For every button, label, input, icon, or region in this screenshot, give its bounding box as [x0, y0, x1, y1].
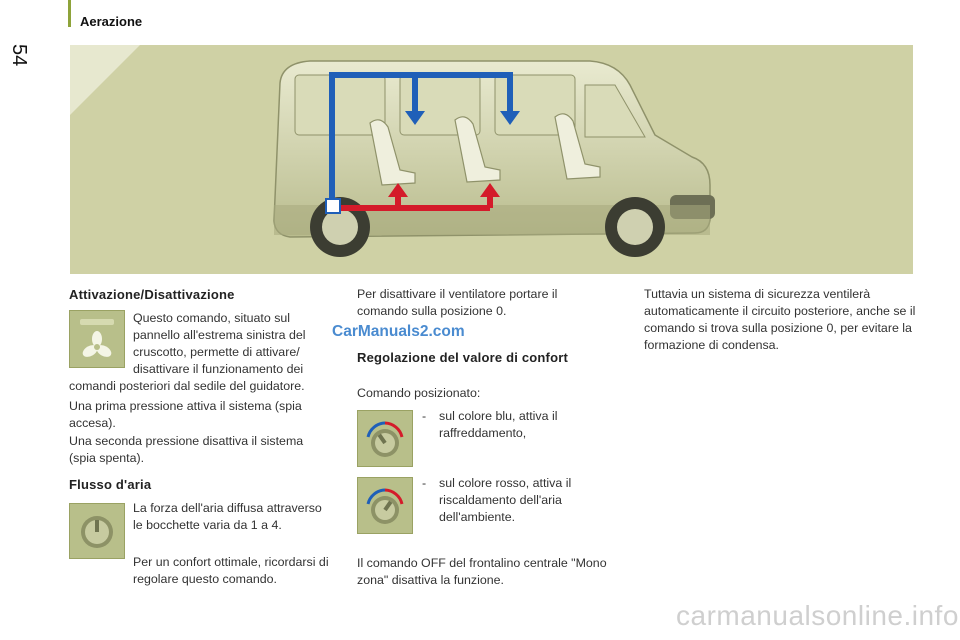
activation-line-5: comandi posteriori dal sedile del guidatore.	[69, 379, 305, 393]
van-airflow-diagram	[70, 45, 913, 274]
hot-knob-image	[357, 477, 413, 534]
activation-line-1: Questo comando, situato sul	[133, 311, 291, 325]
flow-knob-image	[69, 503, 125, 559]
watermark-carmanuals2: CarManuals2.com	[332, 323, 465, 340]
section-title: Aerazione	[80, 14, 143, 29]
heading-comfort: Regolazione del valore di confort	[357, 350, 569, 365]
heater-unit	[326, 199, 340, 213]
heading-activation: Attivazione/Disattivazione	[69, 287, 235, 302]
activation-paragraph-1-top	[133, 310, 333, 378]
van-airflow-illustration	[70, 45, 913, 274]
safety-paragraph: Tuttavia un sistema di sicurezza ventilerà automaticamente il circuito posteriore, anche se il comando si trova sulla posizione 0, per evitare la formazione di condensa.	[644, 287, 916, 352]
temperature-knob-hot-icon	[358, 478, 412, 533]
temperature-knob-cold-icon	[358, 411, 412, 466]
red-item-text: sul colore rosso, attiva il riscaldamento dell'aria dell'ambiente.	[439, 476, 572, 524]
off-position-paragraph: Per disattivare il ventilatore portare il comando sulla posizione 0.	[357, 287, 558, 318]
activation-line-2: pannello all'estrema sinistra del	[133, 328, 306, 342]
page-number: 54	[8, 44, 30, 67]
activation-line-4: disattivare il funzionamento dei	[133, 362, 304, 376]
background-corner	[70, 45, 140, 115]
flow-paragraph-1: La forza dell'aria diffusa attraverso le bocchette varia da 1 a 4.	[133, 501, 322, 532]
heading-air-flow: Flusso d'aria	[69, 477, 152, 492]
activation-line-3: cruscotto, permette di attivare/	[133, 345, 300, 359]
cold-knob-image	[357, 410, 413, 467]
flow-paragraph-2: Per un confort ottimale, ricordarsi di regolare questo comando.	[133, 555, 329, 586]
off-front-paragraph: Il comando OFF del frontalino centrale "Mono zona" disattiva la funzione.	[357, 556, 607, 587]
watermark-carmanualsonline: carmanualsonline.info	[676, 600, 959, 631]
positioned-label: Comando posizionato:	[357, 386, 481, 400]
fan-button-image	[69, 310, 125, 368]
activation-paragraph-3: Una seconda pressione disattiva il sistema (spia spenta).	[69, 434, 304, 465]
fan-icon	[70, 311, 124, 367]
knob-icon	[70, 504, 124, 558]
activation-paragraph-2: Una prima pressione attiva il sistema (spia accesa).	[69, 399, 302, 430]
section-accent-bar	[68, 0, 71, 27]
blue-item-dash: -	[422, 409, 427, 423]
blue-item-text: sul colore blu, attiva il raffreddamento,	[439, 409, 558, 440]
red-item-dash: -	[422, 476, 427, 490]
